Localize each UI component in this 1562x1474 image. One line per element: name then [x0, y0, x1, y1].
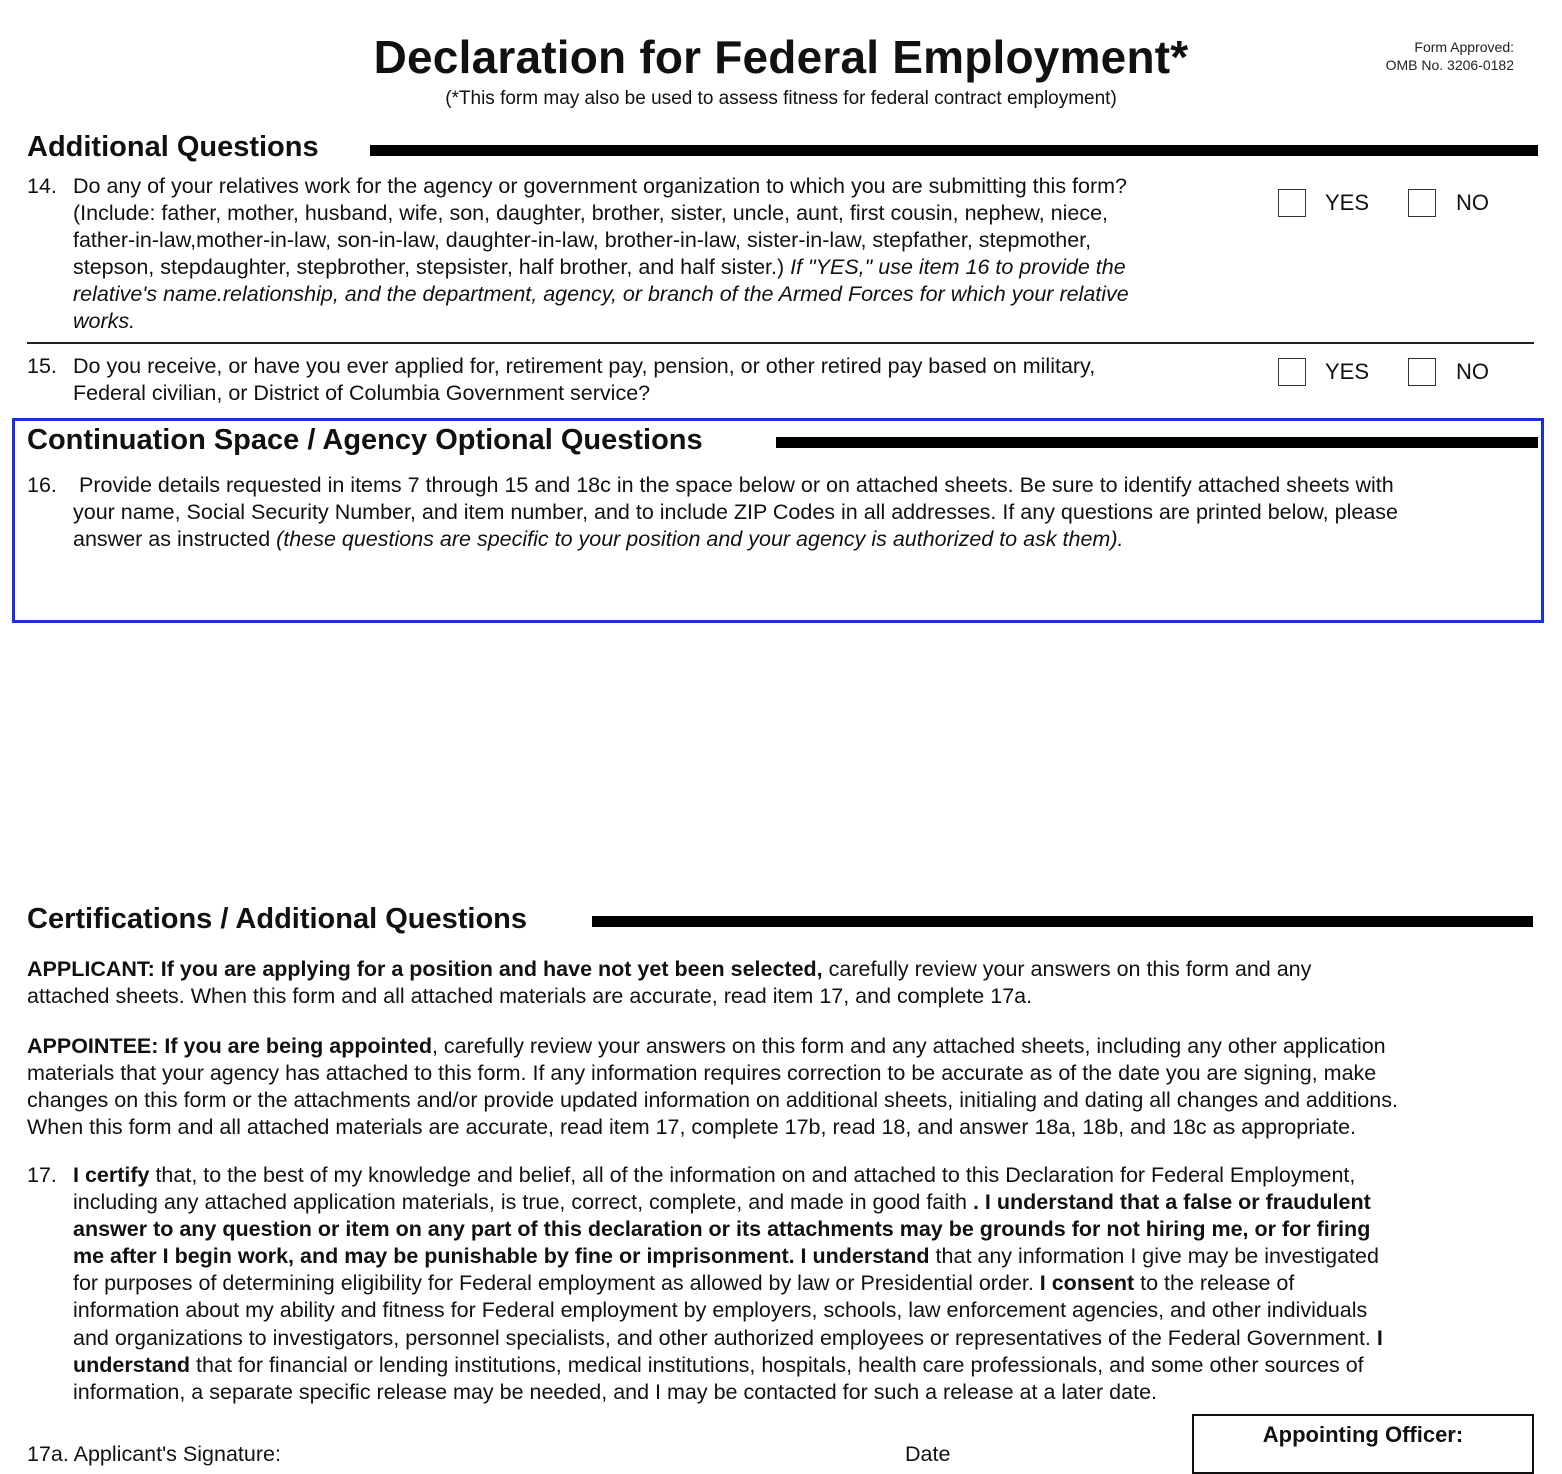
q14-yes-checkbox[interactable] [1278, 189, 1306, 217]
q14-instruction-line2: relative's name.relationship, and the department, agency, or branch of the Armed Forces for which your relative [73, 282, 1129, 307]
q17-bold-run: I consent [1039, 1271, 1135, 1296]
omb-approval [1386, 38, 1514, 74]
applicant-instructions [27, 956, 1537, 1010]
applicant-rest: carefully review your answers on this form and any [822, 957, 1312, 981]
q16-line-italic: (these questions are specific to your position and your agency is authorized to ask them). [276, 527, 1124, 552]
appointee-line: changes on this form or the attachments and/or provide updated information on additional sheets, initialing and dating all changes and additions. [27, 1088, 1398, 1113]
certifications-heading: Certifications / Additional Questions [27, 903, 528, 935]
q17-line [73, 1189, 1543, 1216]
continuation-answer-area[interactable] [27, 630, 1534, 890]
q17-text-run: including any attached application materials, is true, correct, complete, and made in good faith [73, 1190, 973, 1215]
q16-line-plain: answer as instructed [73, 527, 277, 552]
appointee-bold: APPOINTEE: If you are being appointed [27, 1034, 432, 1058]
form-title: Declaration for Federal Employment* [373, 31, 1189, 83]
q14-yes-label: YES [1325, 190, 1370, 215]
appointee-line [27, 1033, 1547, 1060]
form-subtitle: (*This form may also be used to assess fitness for federal contract employment) [445, 88, 1117, 109]
q14-line [73, 254, 1273, 281]
appointee-line: materials that your agency has attached to this form. If any information requires correction to be accurate as of the date you are signing, make [27, 1061, 1377, 1086]
q17a-signature-label: 17a. Applicant's Signature: [27, 1442, 281, 1466]
q17-text [73, 1162, 1543, 1406]
q17-line: information, a separate specific release may be needed, and I may be contacted for such a release at a later date. [73, 1379, 1157, 1404]
q17-text-run: that any information I give may be investigated [929, 1244, 1379, 1269]
q17-bold-run: . I understand that a false or fraudulent [972, 1190, 1371, 1215]
q16-line [73, 526, 1543, 553]
q14-instruction: If "YES," use item 16 to provide the [790, 255, 1126, 280]
q15-yes-checkbox[interactable] [1278, 358, 1306, 386]
additional-questions-heading: Additional Questions [27, 131, 319, 163]
appointee-rest: , carefully review your answers on this form and any attached sheets, including any other application [431, 1034, 1386, 1058]
q15-no-label: NO [1456, 359, 1489, 384]
q17-line [73, 1270, 1543, 1297]
q14-no-checkbox[interactable] [1408, 189, 1436, 217]
q17-line [73, 1325, 1543, 1352]
q17-text-run: that for financial or lending institutions, medical institutions, hospitals, health care professionals, and some other sources of [190, 1352, 1364, 1377]
q14-instruction-line3: works. [73, 309, 136, 334]
q16-text [73, 472, 1543, 553]
applicant-line: attached sheets. When this form and all attached materials are accurate, read item 17, and complete 17a. [27, 984, 1033, 1009]
applicant-line [27, 956, 1537, 983]
q17-text-run: and organizations to investigators, personnel specialists, and other authorized employees or representatives of the Federal Government. [73, 1325, 1377, 1350]
q17-bold-run: I [1376, 1325, 1383, 1350]
q17-line [73, 1352, 1543, 1379]
q15-number: 15. [27, 354, 57, 378]
section-rule [370, 145, 1538, 156]
q15-no-checkbox[interactable] [1408, 358, 1436, 386]
applicant-bold: APPLICANT: If you are applying for a position and have not yet been selected, [27, 957, 823, 981]
q15-line: Do you receive, or have you ever applied for, retirement pay, pension, or other retired pay based on military, [73, 354, 1096, 378]
q17-bold-run: me after I begin work, and may be punishable by fine or imprisonment. I understand [73, 1244, 930, 1269]
appointing-officer-label: Appointing Officer: [1262, 1422, 1464, 1447]
q17-line: information about my ability and fitness for Federal employment by employers, schools, law enforcement agencies, and other individuals [73, 1298, 1368, 1323]
q14-no-label: NO [1456, 190, 1489, 215]
q17-line: answer to any question or item on any part of this declaration or its attachments may be grounds for not hiring me, or for firing [73, 1217, 1371, 1242]
q14-line: Do any of your relatives work for the agency or government organization to which you are submitting this form? [73, 174, 1128, 198]
q14-number: 14. [27, 174, 57, 198]
q15-line: Federal civilian, or District of Columbia Government service? [73, 381, 651, 406]
approval-line-1: Form Approved: [1414, 39, 1514, 55]
q17-text-run: for purposes of determining eligibility for Federal employment as allowed by law or Presidential order. [73, 1271, 1040, 1296]
q17-text-run: to the release of [1134, 1271, 1295, 1296]
q15-yes-label: YES [1325, 359, 1370, 384]
q16-number: 16. [27, 473, 57, 497]
q15-text [73, 353, 1273, 407]
section-rule [776, 437, 1538, 448]
continuation-heading: Continuation Space / Agency Optional Questions [27, 424, 703, 456]
date-label: Date [905, 1442, 951, 1466]
q17-line [73, 1243, 1543, 1270]
q14-line-plain: stepson, stepdaughter, stepbrother, stepsister, half brother, and half sister.) [73, 255, 791, 280]
q14-line: (Include: father, mother, husband, wife, son, daughter, brother, sister, uncle, aunt, first cousin, nephew, niece, [73, 201, 1109, 226]
q17-number: 17. [27, 1163, 57, 1187]
appointing-officer-box [1192, 1414, 1534, 1474]
appointee-instructions [27, 1033, 1547, 1141]
q16-line: Provide details requested in items 7 through 15 and 18c in the space below or on attached sheets. Be sure to identify attached sheets with [79, 473, 1394, 497]
q17-line [73, 1162, 1543, 1189]
q14-text [73, 173, 1273, 336]
approval-line-2: OMB No. 3206-0182 [1385, 57, 1514, 73]
section-rule [592, 916, 1533, 927]
q17-text-run: that, to the best of my knowledge and belief, all of the information on and attached to this Declaration for Federal Employment, [149, 1163, 1356, 1187]
q17-bold-run: understand [73, 1352, 191, 1377]
divider [27, 342, 1534, 344]
appointee-line: When this form and all attached materials are accurate, read item 17, complete 17b, read 18, and answer 18a, 18b, and 18c as appropriate. [27, 1115, 1357, 1140]
q16-line: your name, Social Security Number, and item number, and to include ZIP Codes in all addresses. If any questions are printed below, please [73, 500, 1398, 525]
q14-line: father-in-law,mother-in-law, son-in-law, daughter-in-law, brother-in-law, sister-in-law, stepfather, stepmother, [73, 228, 1092, 253]
q17-certify: I certify [73, 1163, 150, 1187]
